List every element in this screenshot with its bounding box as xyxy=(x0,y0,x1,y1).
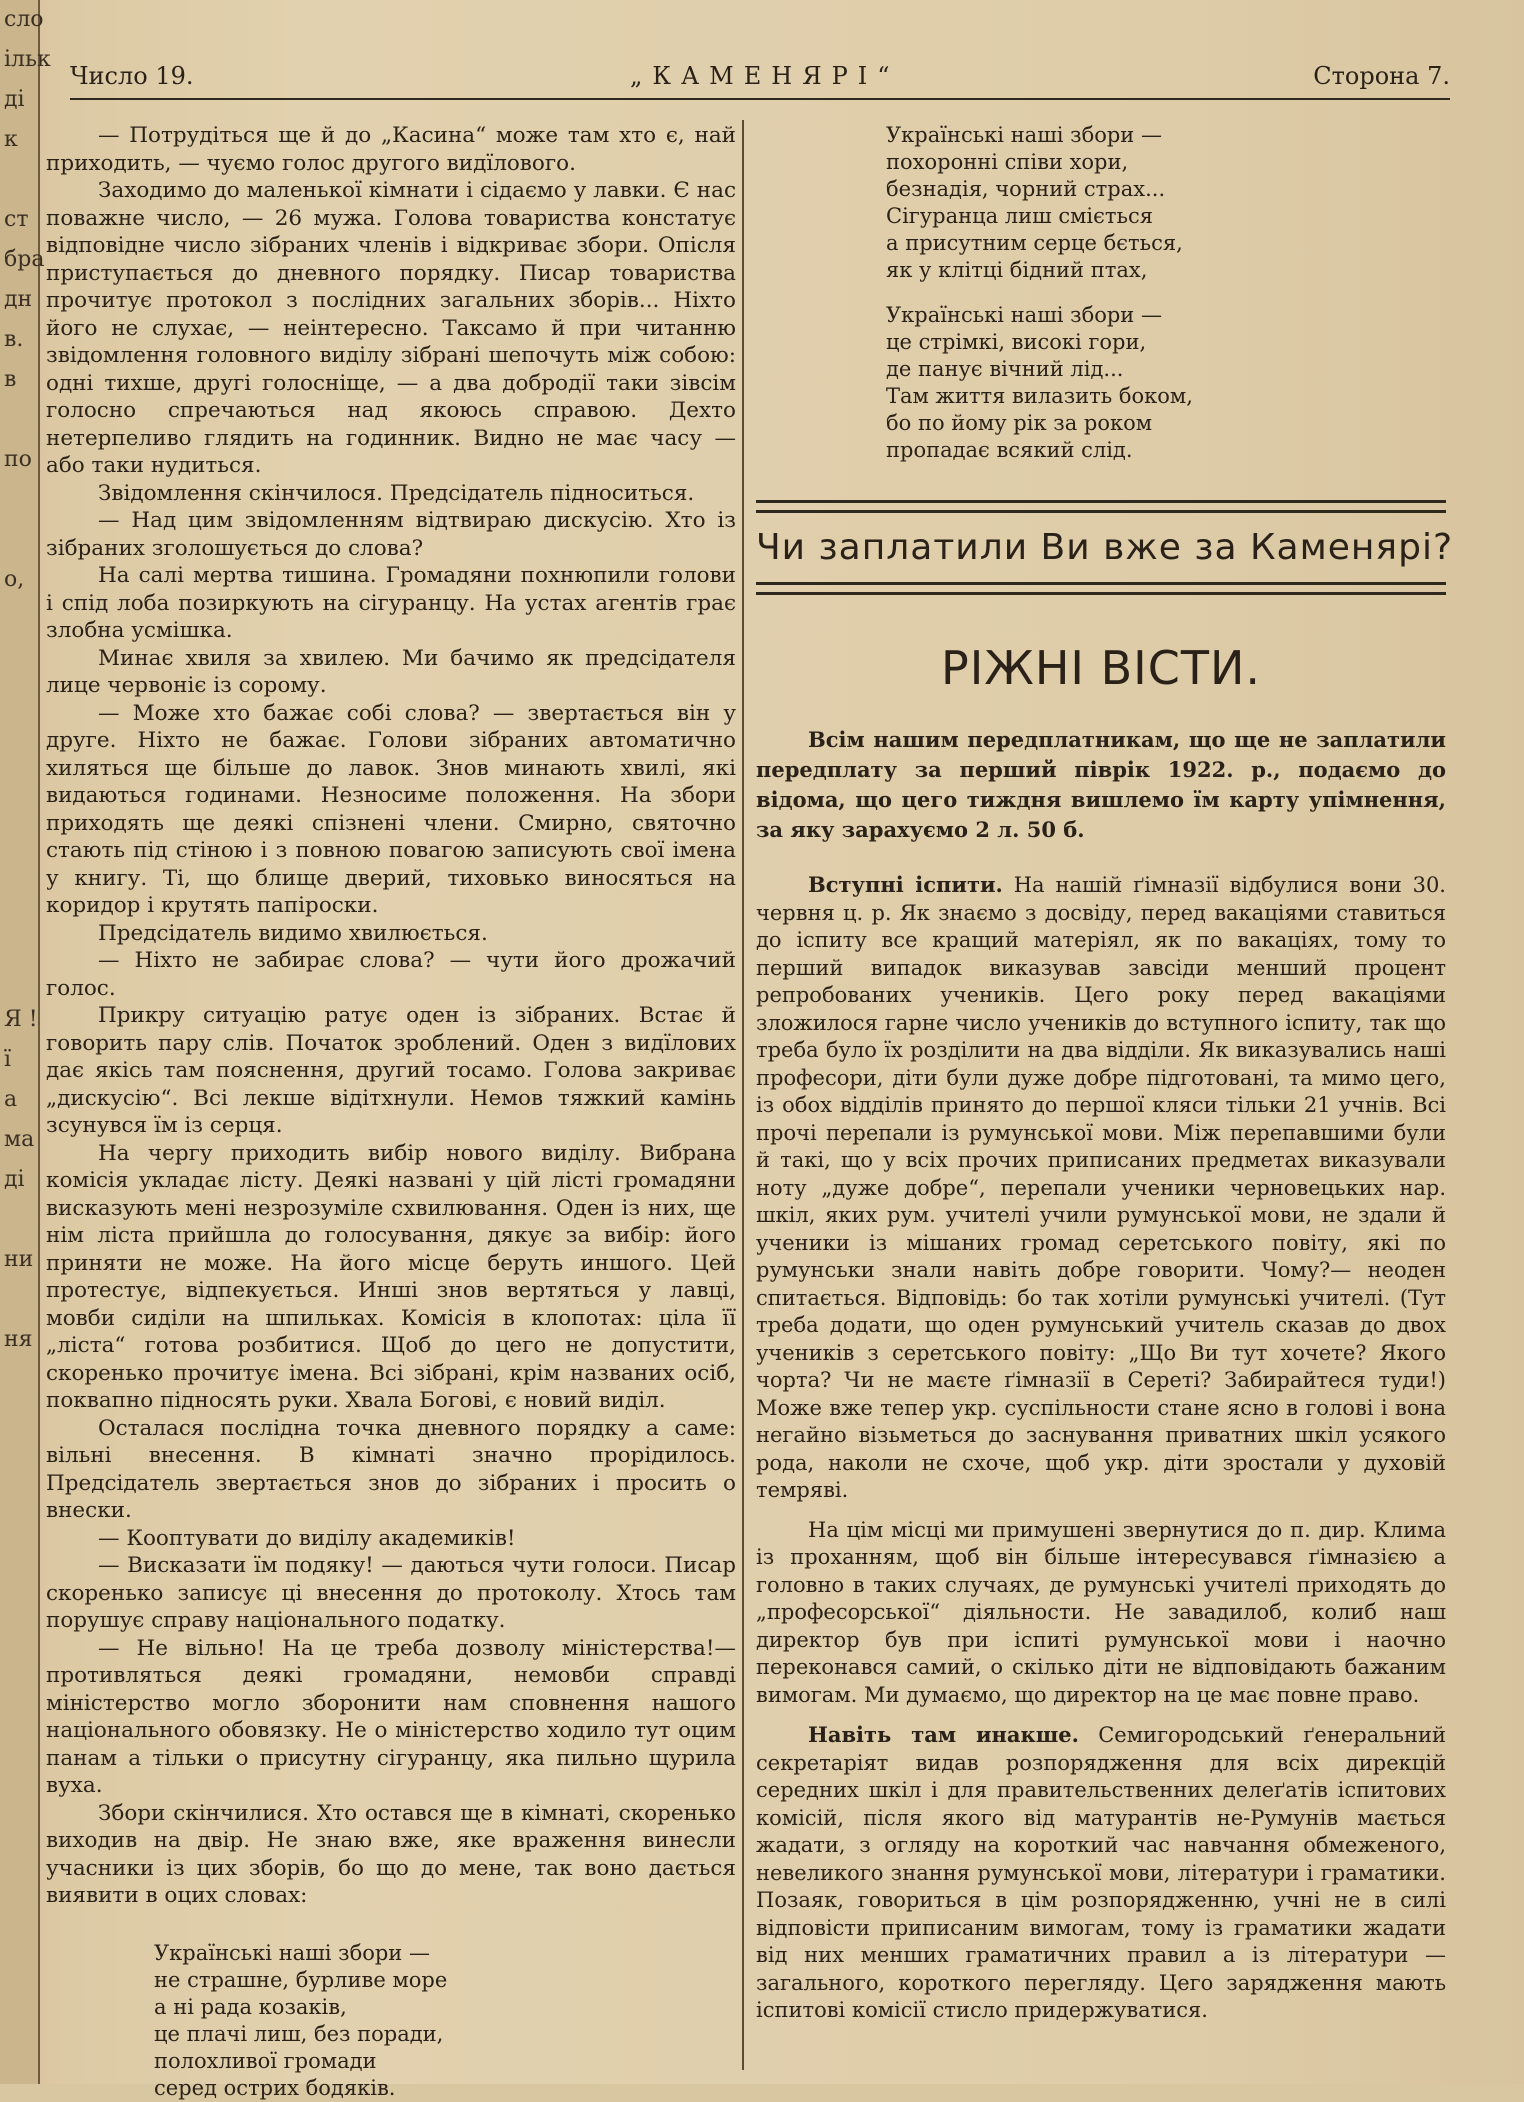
poem-stanza-1 xyxy=(756,122,1446,284)
poem-line: Там життя вилазить боком, xyxy=(886,384,1193,408)
poem-line: безнадія, чорний страх... xyxy=(886,177,1166,201)
margin-fragment xyxy=(0,800,38,840)
double-rule-top xyxy=(756,500,1446,513)
margin-fragment: ни xyxy=(4,1247,34,1272)
news-item-heading: Навіть там инакше. xyxy=(808,1722,1079,1747)
margin-fragment: ільк xyxy=(4,47,51,72)
margin-fragment xyxy=(0,920,38,960)
news-item-heading: Вступні іспити. xyxy=(808,872,1003,897)
article-paragraph: Заходимо до маленької кімнати і сідаємо у лавки. Є нас поважне число, — 26 мужа. Голова товариства констатує відповідне число зібраних членів і відкриває збори. Опісля приступається до дневного порядку. Писар товариства прочитує протокол з послідних загальних зборів... Ніхто його не слухає, — неінтересно. Таксамо й при читанню звідомлення головного виділу зібрані шепочуть між собою: одні тихше, другі голосніще, — а два добродії таки зівсім голосно спречаються над якоюсь справою. Дехто нетерпеливо глядить на годинник. Видно не має часу — або таки нудиться. xyxy=(46,178,736,478)
article-paragraph: — Висказати їм подяку! — даються чути голоси. Писар скоренько записує ці внесення до протоколу. Хтось там порушує справу національного податку. xyxy=(46,1553,736,1633)
article-paragraph: — Не вільно! На це треба дозволу міністерства!— противляться деякі громадяни, немовби справді міністерство могло зборонити нам сповнення нашого національного обовязку. Не о міністерство ходило тут оцим панам а тільки о присутну сігуранцу, яка пильно щурила вуха. xyxy=(46,1635,736,1798)
margin-fragment xyxy=(0,520,38,560)
poem-line: серед острих бодяків. xyxy=(154,2075,396,2100)
margin-fragment xyxy=(0,1200,38,1240)
margin-fragment: а xyxy=(4,1087,18,1112)
article-paragraph: Звідомлення скінчилося. Предсідатель підноситься. xyxy=(98,480,695,506)
margin-fragment xyxy=(0,840,38,880)
poem-line: бо по йому рік за роком xyxy=(886,411,1153,435)
poem-line: це плачі лиш, без поради, xyxy=(154,2021,444,2046)
poem-final-stanza xyxy=(46,1940,736,2102)
left-column xyxy=(46,122,736,2102)
margin-fragment: ді xyxy=(4,1167,25,1192)
margin-fragment xyxy=(0,640,38,680)
news-item-text: На цім місці ми примушені звернутися до п. дир. Клима із проханням, щоб він більше інтересувався ґімназією а головно в таких случаях, де румунські учителі приходять до „професорської“ діяльности. Не завадилоб, колиб наш директор був при іспиті румунської мови і наочно переконався самий, о скілько діти не відповідають бажаним вимогам. Ми думаємо, що директор на це має повне право. xyxy=(756,1517,1446,1707)
poem-stanza-2 xyxy=(756,302,1446,464)
margin-fragment xyxy=(0,400,38,440)
poem-line: Сігуранца лиш сміється xyxy=(886,204,1153,228)
poem-line: Українські наші збори — xyxy=(886,123,1162,147)
issue-number: Число 19. xyxy=(70,62,194,90)
article-paragraph: Минає хвиля за хвилею. Ми бачимо як предсідателя лице червоніє із сорому. xyxy=(46,645,736,698)
poem-line: як у клітці бідний птах, xyxy=(886,258,1148,282)
adjacent-page-margin xyxy=(0,0,51,2084)
news-item xyxy=(756,1721,1446,2025)
margin-fragment xyxy=(0,880,38,920)
margin-fragment: ї xyxy=(4,1047,12,1072)
poem-line: не страшне, бурливе море xyxy=(154,1967,448,1992)
poem-line: полохливої громади xyxy=(154,2048,377,2073)
margin-fragment: ма xyxy=(4,1127,35,1152)
article-paragraph: — Ніхто не забирає слова? — чути його дрожачий голос. xyxy=(46,948,736,1001)
article-paragraph: Збори скінчилися. Хто остався ще в кімнаті, скоренько виходив на двір. Не знаю вже, яке враження винесли учасники із цих зборів, бо що до мене, так воно дається виявити в оцих словах: xyxy=(46,1800,736,1908)
poem-line: це стрімкі, високі гори, xyxy=(886,330,1147,354)
poem-line: пропадає всякий слід. xyxy=(886,438,1133,462)
margin-fragment xyxy=(0,600,38,640)
article-paragraph: Предсідатель видимо хвилюється. xyxy=(98,920,488,946)
article-paragraph: — Потрудіться ще й до „Касина“ може там хто є, най приходить, — чуємо голос другого видїлового. xyxy=(46,123,736,176)
margin-fragment: ді к xyxy=(4,87,25,152)
double-rule-bottom xyxy=(756,582,1446,595)
margin-fragment: ст xyxy=(4,207,29,232)
page-number: Сторона 7. xyxy=(1313,62,1450,90)
article-paragraph: Прикру ситуацію ратує оден із зібраних. Встає й говорить пару слів. Початок зроблений. Оден з видїлових дає якісь там пояснення, другий тосамо. Голова закриває „дискусію“. Всі лекше відітхнули. Немов тяжкий камінь зсунувся їм із серця. xyxy=(46,1003,736,1138)
page-header xyxy=(70,58,1450,100)
poem-line: а ні рада козаків, xyxy=(154,1994,347,2019)
margin-fragment xyxy=(0,720,38,760)
article-paragraph: Осталася послідна точка дневного порядку а саме: вільні внесення. В кімнаті значно прорідилось. Предсідатель звертається знов до зібраних і просить о внески. xyxy=(46,1415,736,1523)
poem-line: а присутним серце бється, xyxy=(886,231,1183,255)
article-paragraph: — Кооптувати до виділу академиків! xyxy=(98,1525,516,1551)
margin-fragment: по xyxy=(4,447,32,472)
subscriber-notice: Всім нашим передплатникам, що ще не заплатили передплату за перший піврік 1922. р., подаємо до відома, що цего тиждня вишлемо їм карту упімнення, за яку зарахуємо 2 л. 50 б. xyxy=(756,727,1446,842)
poem-line: де панує вічний лід... xyxy=(886,357,1124,381)
article-paragraph: — Може хто бажає собі слова? — звертається він у друге. Ніхто не бажає. Голови зібраних автоматично хиляться ще більше до лавок. Знов минають хвилі, які видаються годинами. Незносиме положення. На збори приходять ще деякі спізнені члени. Смирно, святочно стають під стіною і з повною повагою записують свої імена у книгу. Ті, що блище дверий, тиховько виносяться на коридор і крутять папіроски. xyxy=(46,700,736,918)
margin-fragment: дн xyxy=(4,287,33,312)
poem-line: Українські наші збори — xyxy=(886,303,1162,327)
news-section-title: РІЖНІ ВІСТИ. xyxy=(940,641,1261,695)
news-item-text: Семигородський ґенеральний секретаріят видав розпорядження для всіх дирекцій середних шкіл і для правительственних делеґатів іспитових комісій, після якого від матурантів не-Румунів мається жадати, з огляду на короткий час навчання обмеженого, невеликого знання румунської мови, літератури і граматики. Позаяк, говориться в цім розпорядженню, учні не в силі відповісти приписаним вимогам, тому із граматики жадати від них менших граматичних правил а із літератури — загального, короткого перегляду. Цего зарядження мають іспитові комісії стисло придержуватися. xyxy=(756,1723,1446,2022)
news-item xyxy=(756,1517,1446,1710)
article-paragraph: На чергу приходить вибір нового виділу. Вибрана комісія укладає лісту. Деякі названі у цій лісті громадяни висказують мені незрозуміле схвилювання. Оден із них, ще нім ліста прийшла до голосування, дякує за вибір: його приняти не може. На його місце беруть иншого. Цей протестує, відпекується. Инші знов вертяться у лавці, мовби сиділи на шпильках. Комісія в клопотах: ціла її „ліста“ готова розбитися. Щоб до цего не допустити, скоренько прочитує імена. Всі зібрані, крім названих осіб, поквапно підносять руки. Хвала Богові, є новий виділ. xyxy=(46,1140,736,1413)
margin-fragment xyxy=(0,1280,38,1320)
margin-fragment: в. в xyxy=(4,327,24,392)
margin-fragment xyxy=(0,960,38,1000)
article-paragraph: На салі мертва тишина. Громадяни похнюпили голови і спід лоба позиркують на сігуранцу. На устах агентів грає злобна усмішка. xyxy=(46,563,736,643)
margin-fragment: бра xyxy=(4,247,45,272)
poem-line: похоронні співи хори, xyxy=(886,150,1129,174)
news-items xyxy=(756,871,1446,2025)
margin-fragment xyxy=(0,160,38,200)
margin-fragment xyxy=(0,480,38,520)
article-paragraph: — Над цим звідомленням відтвираю дискусію. Хто із зібраних зголошується до слова? xyxy=(46,508,736,561)
margin-fragment: Я ! xyxy=(4,1007,38,1032)
column-divider xyxy=(742,120,744,2070)
margin-fragment xyxy=(0,680,38,720)
margin-fragment xyxy=(0,760,38,800)
right-column xyxy=(756,122,1454,2037)
margin-fragment: ня xyxy=(4,1327,33,1352)
news-item xyxy=(756,871,1446,1505)
poem-line: Українські наші збори — xyxy=(154,1940,430,1965)
margin-fragment: о, xyxy=(4,567,25,592)
margin-fragment: сло xyxy=(4,7,44,32)
newspaper-title: „КАМЕНЯРІ“ xyxy=(630,62,900,90)
left-column-text xyxy=(46,122,736,1910)
news-item-text: На нашій ґімназії відбулися вони 30. червня ц. р. Як знаємо з досвіду, перед вакаціями ставиться до іспиту все кращий матеріял, як по вакаціях, тому то перший випадок виказував завсіди менший процент репробованих учеників. Цего року перед вакаціями зложилося гарне число учеників до вступного іспиту, так що треба було їх розділити на два відділи. Як виказувались наші професори, діти були дуже добре підготовані, та мимо цего, із обох відділів принято до першої кляси тільки 21 учнів. Всі прочі перепали із румунської мови. Між перепавшими були й такі, що у всіх прочих приписаних предметах виказували ноту „дуже добре“, перепали ученики черновецьких нар. шкіл, яких рум. учителі учили румунської мови, не здали й ученики із мішаних громад серетського повіту, які по румунськи знали навіть добре говорити. Чому?— неоден спитається. Відповідь: бо так хотіли румунські учителі. (Тут треба додати, що оден румунський учитель сказав до двох учеників з серетського повіту: „Що Ви тут хочете? Якого чорта? Чи не маєте ґімназії в Сереті? Забирайтеся туди!) Може вже тепер укр. суспільности стане ясно в голові і вона негайно візьметься до заснування приватних шкіл усякого рода, наколи не схоче, щоб укр. діти зростали у духовій темряві. xyxy=(756,873,1446,1502)
payment-reminder-banner: Чи заплатили Ви вже за Каменярі? xyxy=(756,527,1454,568)
